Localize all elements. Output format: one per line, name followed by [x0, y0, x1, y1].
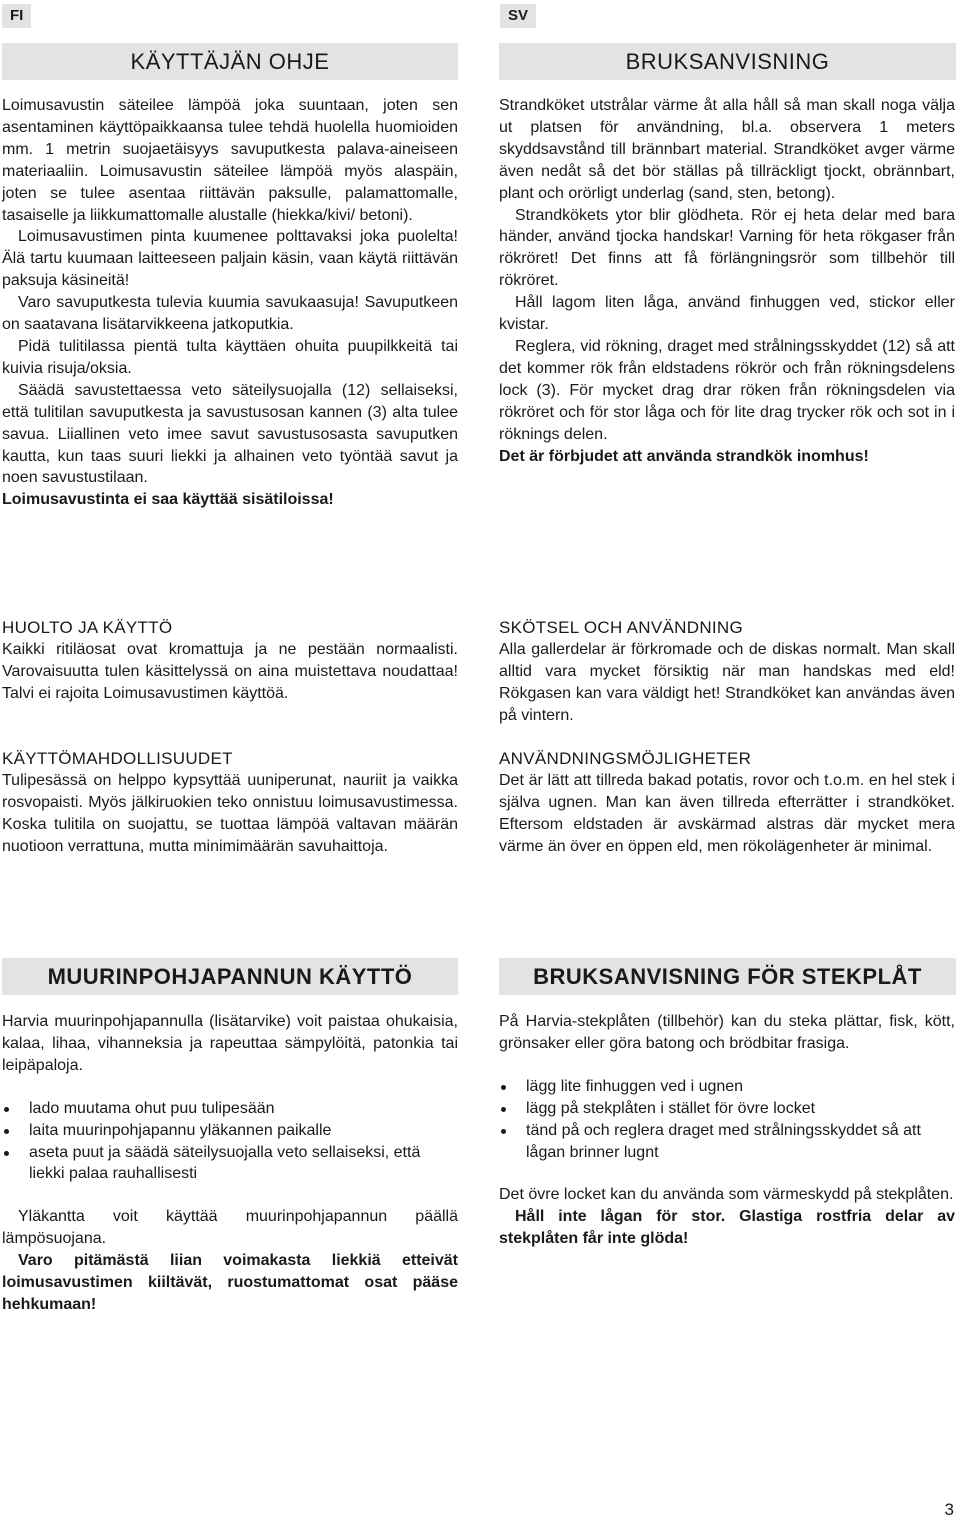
language-tag-sv: SV	[500, 4, 536, 28]
section-heading: KÄYTTÖMAHDOLLISUUDET	[2, 749, 233, 768]
intro-paragraph: Pidä tulitilassa pientä tulta käyttäen ohuita puupilkkeitä tai kuivia risuja/oksia.	[2, 337, 458, 377]
bullet-icon	[501, 1107, 506, 1112]
title-fi: KÄYTTÄJÄN OHJE	[2, 43, 458, 80]
bullet-icon	[4, 1129, 9, 1134]
section-text: Alla gallerdelar är förkromade och de diskas normalt. Man skall alltid vara mycket försiktig när man handskas med eld! Rökgasen kan vara väldigt het! Strandköket kan användas även på vintern.	[499, 641, 955, 724]
list-item: tänd på och reglera draget med strålningsskyddet så att lågan brinner lugnt	[499, 1120, 955, 1164]
uses-section-sv	[499, 748, 955, 858]
pan-steps-list	[499, 1076, 955, 1164]
section-heading: ANVÄNDNINGSMÖJLIGHETER	[499, 749, 752, 768]
bullet-icon	[501, 1129, 506, 1134]
pan-title-sv: BRUKSANVISNING FÖR STEKPLÅT	[499, 958, 956, 995]
intro-paragraph: Säädä savustettaessa veto säteilysuojalla (12) sellaiseksi, että tulitilan savuputkesta ja savustusosan kannen (3) alta tulee savua. Liiallinen veto imee savut savustusosasta savuputken kautta, kun taas suuri liekki ja alhainen veto työntää savut ja noen savustustilaan.	[2, 381, 458, 487]
pan-note: Yläkantta voit käyttää muurinpohjapannun päällä lämpösuojana.	[2, 1208, 458, 1248]
maintenance-section-fi	[2, 617, 458, 705]
warning-text: Loimusavustinta ei saa käyttää sisätiloissa!	[2, 491, 334, 509]
uses-section-fi	[2, 748, 458, 858]
title-sv: BRUKSANVISNING	[499, 43, 956, 80]
pan-title-fi: MUURINPOHJAPANNUN KÄYTTÖ	[2, 958, 458, 995]
list-item: lägg på stekplåten i stället för övre locket	[499, 1098, 955, 1120]
pan-warning: Håll inte lågan för stor. Glastiga rostfria delar av stekplåten får inte glöda!	[499, 1208, 955, 1248]
list-item: laita muurinpohjapannu yläkannen paikalle	[2, 1120, 458, 1142]
pan-section-sv	[499, 1011, 955, 1250]
section-text: Tulipesässä on helppo kypsyttää uuniperunat, nauriit ja vaikka rosvopaisti. Myös jälkiruokien teko onnistuu loimusavustimessa. Koska tulitila on suojattu, se tuottaa lämpöä valtavan määrän nuotioon verrattuna, mutta minimimäärän savuhaittoja.	[2, 772, 458, 855]
pan-intro: Harvia muurinpohjapannulla (lisätarvike) voit paistaa ohukaisia, kalaa, lihaa, vihanneksia ja rapeuttaa sämpylöitä, patonkia tai leipäpaloja.	[2, 1013, 458, 1074]
bullet-icon	[501, 1085, 506, 1090]
intro-paragraph: Loimusavustimen pinta kuumenee polttavaksi joka puolelta! Älä tartu kuumaan laitteeseen paljain käsin, vaan käytä riittävän paksuja käsineitä!	[2, 228, 458, 290]
section-heading: SKÖTSEL OCH ANVÄNDNING	[499, 618, 744, 637]
intro-paragraph: Strandkökets ytor blir glödheta. Rör ej heta delar med bara händer, använd tjocka handskar! Varning för heta rökgaser från rökröret! Det finns att få förlängningsrör som tillbehör till rökröret.	[499, 206, 955, 290]
pan-intro: På Harvia-stekplåten (tillbehör) kan du steka plättar, fisk, kött, grönsaker eller göra batong och brödbitar frasiga.	[499, 1013, 955, 1052]
intro-paragraph: Håll lagom liten låga, använd finhuggen ved, stickor eller kvistar.	[499, 294, 955, 334]
pan-steps-list	[2, 1098, 458, 1186]
language-tag-fi: FI	[2, 4, 31, 28]
warning-text: Det är förbjudet att använda strandkök inomhus!	[499, 447, 869, 465]
list-item: lägg lite finhuggen ved i ugnen	[499, 1076, 955, 1098]
intro-paragraph: Strandköket utstrålar värme åt alla håll så man skall noga välja ut platsen för användning, bl.a. observera 1 meters skyddsavstånd till brännbart material. Strandköket avger värme även nedåt så det bör ställas på tillräckligt tjockt, obrännbart, plant och orörligt underlag (sand, sten, betong).	[499, 97, 955, 202]
bullet-icon	[4, 1151, 9, 1156]
intro-sv	[499, 95, 955, 467]
pan-warning: Varo pitämästä liian voimakasta liekkiä etteivät loimusavustimen kiiltävät, ruostumattomat osat pääse hehkumaan!	[2, 1252, 458, 1313]
page-number: 3	[944, 1500, 954, 1519]
pan-note: Det övre locket kan du använda som värmeskydd på stekplåten.	[499, 1186, 954, 1204]
maintenance-section-sv	[499, 617, 955, 727]
list-item: lado muutama ohut puu tulipesään	[2, 1098, 458, 1120]
bullet-icon	[4, 1107, 9, 1112]
section-heading: HUOLTO JA KÄYTTÖ	[2, 618, 173, 637]
intro-paragraph: Varo savuputkesta tulevia kuumia savukaasuja! Savuputkeen on saatavana lisätarvikkeena jatkoputkia.	[2, 294, 458, 334]
intro-paragraph: Loimusavustin säteilee lämpöä joka suuntaan, joten sen asentaminen käyttöpaikkaansa tulee tehdä huolella huomioiden mm. 1 metrin suojaetäisyys savuputkesta palava-aineiseen materiaaliin. Loimusavustin säteilee lämpöä myös alaspäin, joten se tulee asentaa riittävän paksulle, palamattomalle, tasaiselle ja liikkumattomalle alustalle (hiekka/kivi/ betoni).	[2, 97, 458, 224]
section-text: Kaikki ritiläosat ovat kromattuja ja ne pestään normaalisti. Varovaisuutta tulen käsittelyssä on aina muistettava noudattaa! Talvi ei rajoita Loimusavustimen käyttöä.	[2, 641, 458, 702]
intro-paragraph: Reglera, vid rökning, draget med strålningsskyddet (12) så att det kommer rök från eldstadens rökrör och från rökningsdelens lock (3). För mycket drag drar röken från rökningsdelen via rökröret och för stor låga och för lite drag trycker rök och sot in i röknings delen.	[499, 337, 955, 443]
section-text: Det är lätt att tillreda bakad potatis, rovor och t.o.m. en hel stek i själva ugnen. Man kan även tillreda efterrätter i strandköket. Eftersom eldstaden är avskärmad alstras där mycket mera värme än över en öppen eld, men rökolägenheter är minimal.	[499, 772, 955, 855]
pan-section-fi	[2, 1011, 458, 1316]
list-item: aseta puut ja säädä säteilysuojalla veto sellaiseksi, että liekki palaa rauhallisesti	[2, 1142, 458, 1186]
intro-fi	[2, 95, 458, 511]
